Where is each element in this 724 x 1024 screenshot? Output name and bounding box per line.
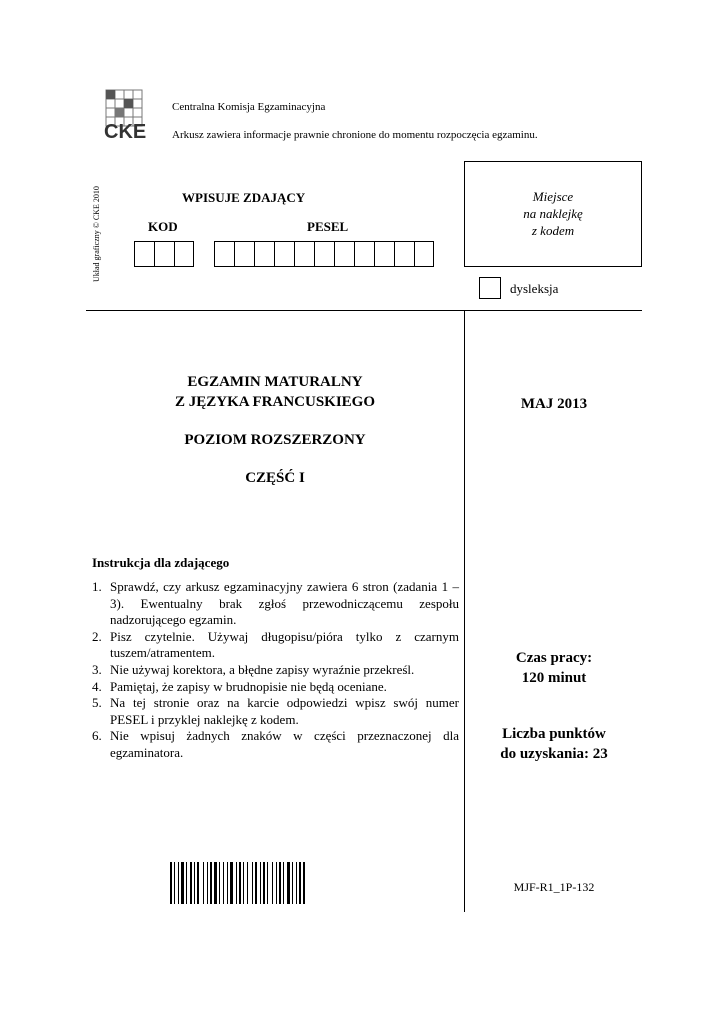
pesel-box[interactable]	[234, 241, 254, 267]
sticker-line-2: na naklejkę	[523, 206, 583, 221]
dyslexia-checkbox[interactable]	[479, 277, 501, 299]
exam-title-line-2: Z JĘZYKA FRANCUSKIEGO	[174, 394, 376, 410]
instruction-item: 6. Nie wpisuj żadnych znaków w części przeznaczonej dla egzaminatora.	[92, 728, 459, 760]
pesel-label: PESEL	[307, 219, 349, 234]
pesel-box[interactable]	[274, 241, 294, 267]
kod-box[interactable]	[134, 241, 154, 267]
instruction-item: 1. Sprawdź, czy arkusz egzaminacyjny zawiera 6 stron (zadania 1 – 3). Ewentualny brak zgłoś przewodniczącemu zespołu nadzorującego egzamin.	[92, 579, 459, 628]
sticker-line-3: z kodem	[531, 223, 575, 238]
cke-logo	[100, 88, 146, 142]
time-value: 120 minut	[521, 670, 587, 686]
horizontal-divider	[86, 310, 642, 311]
instruction-item: 5. Na tej stronie oraz na karcie odpowiedzi wpisz swój numer PESEL i przyklej naklejkę z kodem.	[92, 695, 459, 727]
dyslexia-label: dysleksja	[510, 281, 559, 296]
exam-part: CZĘŚĆ I	[245, 470, 305, 486]
kod-box[interactable]	[174, 241, 194, 267]
kod-box[interactable]	[154, 241, 174, 267]
pesel-box[interactable]	[354, 241, 374, 267]
pesel-box[interactable]	[374, 241, 394, 267]
org-name: Centralna Komisja Egzaminacyjna	[172, 101, 326, 113]
vertical-divider	[464, 310, 465, 912]
instruction-item: 2. Pisz czytelnie. Używaj długopisu/pióra tylko z czarnym tuszem/atramentem.	[92, 628, 459, 661]
kod-label: KOD	[148, 219, 178, 234]
instructions-list	[92, 579, 459, 762]
copyright-note: Układ graficzny © CKE 2010	[92, 186, 101, 282]
sheet-code: MJF-R1_1P-132	[513, 880, 595, 894]
points-value: do uzyskania: 23	[500, 746, 608, 762]
pesel-box[interactable]	[314, 241, 334, 267]
instructions-heading: Instrukcja dla zdającego	[92, 555, 230, 570]
kod-field[interactable]	[134, 241, 194, 267]
pesel-box[interactable]	[394, 241, 414, 267]
protected-notice: Arkusz zawiera informacje prawnie chronione do momentu rozpoczęcia egzaminu.	[172, 129, 538, 141]
pesel-field[interactable]	[214, 241, 434, 267]
sticker-box	[464, 161, 642, 267]
exam-level: POZIOM ROZSZERZONY	[184, 432, 366, 448]
pesel-box[interactable]	[414, 241, 434, 267]
pesel-box[interactable]	[214, 241, 234, 267]
points-label: Liczba punktów	[502, 726, 606, 742]
pesel-box[interactable]	[294, 241, 314, 267]
exam-date: MAJ 2013	[520, 396, 588, 412]
barcode	[170, 862, 380, 904]
instruction-item: 4. Pamiętaj, że zapisy w brudnopisie nie będą oceniane.	[92, 678, 387, 694]
instruction-item: 3. Nie używaj korektora, a błędne zapisy wyraźnie przekreśl.	[92, 661, 415, 677]
pesel-box[interactable]	[254, 241, 274, 267]
time-label: Czas pracy:	[515, 650, 593, 666]
exam-title-line-1: EGZAMIN MATURALNY	[187, 374, 363, 390]
sticker-line-1: Miejsce	[532, 189, 574, 204]
candidate-title: WPISUJE ZDAJĄCY	[182, 190, 306, 205]
pesel-box[interactable]	[334, 241, 354, 267]
logo-text: CKE	[104, 121, 146, 142]
